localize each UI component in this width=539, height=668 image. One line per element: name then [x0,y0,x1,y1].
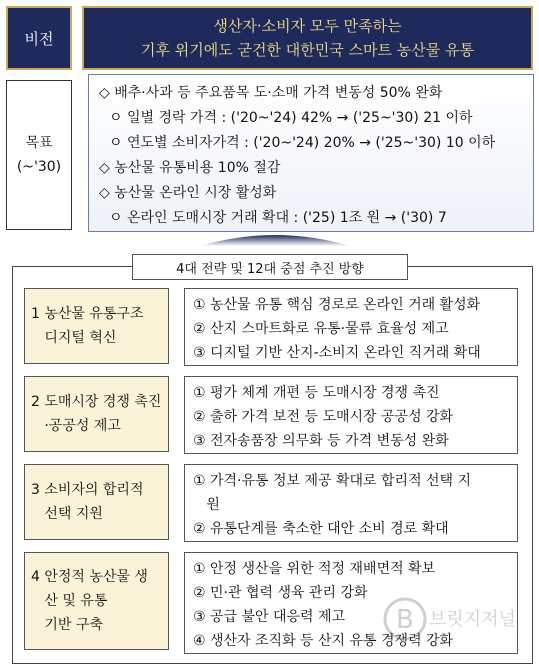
strategy-name-line: 2 도매시장 경쟁 촉진 [31,394,162,410]
goal-line: ㅇ 연도별 소비자가격 : ('20~'24) 20% → ('25~'30) 10 이하 [109,135,496,151]
strategy-item: ② 민·관 협력 생육 관리 강화 [193,585,368,601]
strategy-name-line: 3 소비자의 합리적 [31,482,144,498]
strategy-4-name [24,552,169,650]
watermark-b-icon [383,597,427,641]
strategy-1-items [184,288,518,366]
strategy-item: ① 평가 체계 개편 등 도매시장 경쟁 촉진 [193,385,440,401]
goal-label-line-1: 목표 [25,135,53,151]
svg-text:B: B [396,605,414,635]
goal-line: ◇ 배추·사과 등 주요품목 도·소매 가격 변동성 50% 완화 [99,85,443,101]
vision-statement [82,6,533,70]
strategy-item: ① 농산물 유통 핵심 경로로 온라인 거래 활성화 [193,297,481,313]
goal-line: ◇ 농산물 온라인 시장 활성화 [99,185,277,201]
goal-box [88,74,534,232]
vision-line-1: 생산자·소비자 모두 만족하는 [213,17,402,35]
goal-line: ㅇ 일별 경락 가격 : ('20~'24) 42% → ('25~'30) 21 이하 [109,110,473,126]
vision-label [6,6,72,70]
goal-label-line-2: (~'30) [16,159,62,175]
watermark-logo [383,595,533,645]
strategy-item: ② 산지 스마트화로 유통·물류 효율성 제고 [193,321,449,337]
strategies-title-text: 4대 전략 및 12대 중점 추진 방향 [176,261,364,277]
strategy-item: ④ 생산자 조직화 등 산지 유통 경쟁력 강화 [193,633,454,649]
strategy-item: ① 가격·유통 정보 제공 확대로 합리적 선택 지 [193,473,472,489]
goal-line: ㅇ 온라인 도매시장 거래 확대 : ('25) 1조 원 → ('30) 7 [109,210,447,226]
vision-label-text: 비전 [24,29,54,48]
strategy-2-items [184,376,518,454]
strategy-1-name [24,288,169,364]
goal-label [6,80,72,230]
up-arrow-icon [200,230,350,246]
strategy-name-line: 산 및 유통 [31,593,108,609]
strategy-item: 원 [193,497,220,513]
strategy-name-line: 기반 구축 [31,617,103,633]
strategy-name-line: 디지털 혁신 [31,330,117,346]
strategy-item: ③ 공급 불안 대응력 제고 [193,609,346,625]
strategy-item: ② 출하 가격 보전 등 도매시장 공공성 강화 [193,409,454,425]
strategy-name-line: 4 안정적 농산물 생 [31,569,148,585]
strategy-item: ① 안정 생산을 위한 적정 재배면적 확보 [193,561,436,577]
vision-line-2: 기후 위기에도 굳건한 대한민국 스마트 농산물 유통 [141,41,474,59]
strategy-name-line: 1 농산물 유통구조 [31,306,144,322]
strategy-item: ② 유통단계를 축소한 대안 소비 경로 확대 [193,521,449,537]
strategy-item: ③ 전자송품장 의무화 등 가격 변동성 완화 [193,433,449,449]
strategy-name-line: ·공공성 제고 [31,418,121,434]
strategy-3-items [184,464,518,542]
strategies-title [132,254,408,280]
watermark-text: 브릿지저널 [429,609,516,630]
strategy-2-name [24,376,169,452]
strategy-name-line: 선택 지원 [31,506,103,522]
goal-line: ◇ 농산물 유통비용 10% 절감 [99,160,281,176]
strategy-3-name [24,464,169,540]
strategy-item: ③ 디지털 기반 산지-소비지 온라인 직거래 확대 [193,345,481,361]
